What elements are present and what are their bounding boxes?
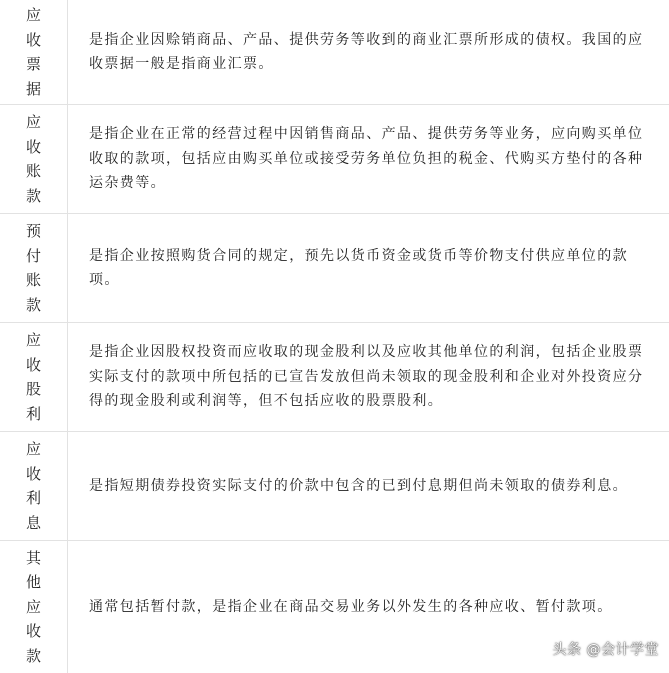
- term-label: 应收账款: [25, 113, 41, 205]
- definition-cell: [68, 105, 669, 213]
- table-row: [0, 432, 669, 541]
- term-cell: [0, 214, 68, 322]
- definition-text: 是指企业在正常的经营过程中因销售商品、产品、提供劳务等业务，应向购买单位收取的款项，包括应由购买单位或接受劳务单位负担的税金、代购买方垫付的各种运杂费等。: [89, 126, 644, 192]
- term-label: 应收利息: [25, 440, 41, 532]
- definition-cell: [68, 323, 669, 431]
- term-label: 其他应收款: [25, 548, 41, 665]
- definition-cell: [68, 0, 669, 104]
- definition-text: 是指企业因赊销商品、产品、提供劳务等收到的商业汇票所形成的债权。我国的应收票据一般是指商业汇票。: [89, 31, 644, 72]
- definition-cell: [68, 214, 669, 322]
- term-label: 预付账款: [25, 222, 41, 314]
- table-row: [0, 214, 669, 323]
- term-label: 应收股利: [25, 331, 41, 423]
- definition-cell: [68, 432, 669, 540]
- term-cell: [0, 0, 68, 104]
- term-cell: [0, 105, 68, 213]
- watermark-text: 头条 @会计学堂: [552, 642, 659, 658]
- definition-text: 是指企业按照购货合同的规定，预先以货币资金或货币等价物支付供应单位的款项。: [89, 247, 628, 288]
- table-row: [0, 323, 669, 432]
- term-cell: [0, 432, 68, 540]
- term-cell: [0, 323, 68, 431]
- definition-text: 是指企业因股权投资而应收取的现金股利以及应收其他单位的利润，包括企业股票实际支付的款项中所包括的已宣告发放但尚未领取的现金股利和企业对外投资应分得的现金股利或利润等，但不包括应收的股票股利。: [89, 344, 644, 410]
- term-cell: [0, 541, 68, 673]
- table-row: [0, 105, 669, 214]
- definition-text: 是指短期债券投资实际支付的价款中包含的已到付息期但尚未领取的债券利息。: [89, 477, 628, 494]
- definition-text: 通常包括暂付款，是指企业在商品交易业务以外发生的各种应收、暂付款项。: [89, 598, 613, 615]
- table-row: [0, 0, 669, 105]
- term-label: 应收票据: [25, 6, 41, 98]
